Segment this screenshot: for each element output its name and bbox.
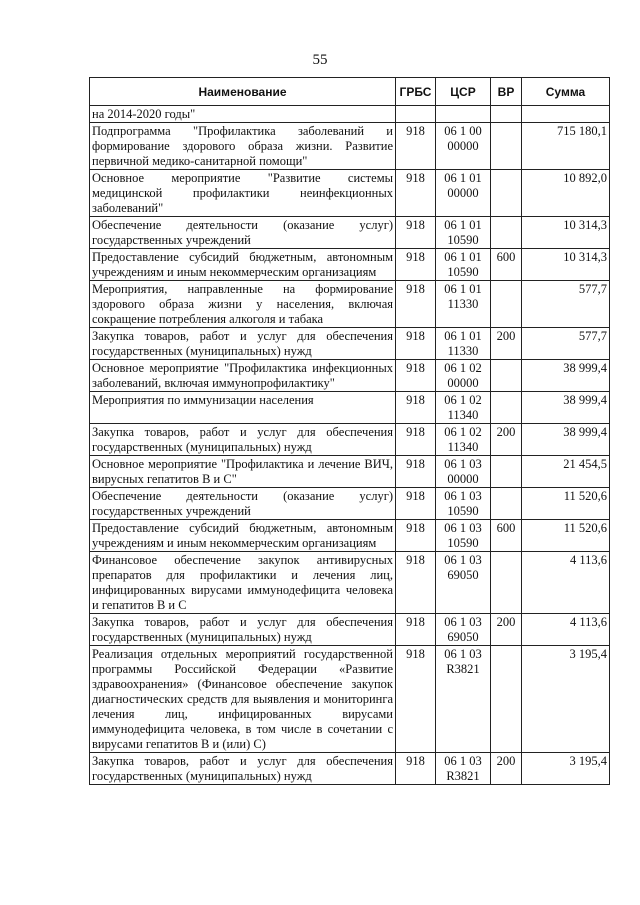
row-sum: 11 520,6: [522, 488, 610, 520]
row-grbs: 918: [396, 217, 436, 249]
row-name: Закупка товаров, работ и услуг для обеспечения государственных (муниципальных) нужд: [90, 424, 396, 456]
row-csr-program: 06 1 01: [444, 250, 482, 264]
row-grbs: 918: [396, 170, 436, 217]
row-csr-program: 06 1 02: [444, 425, 482, 439]
row-name: Мероприятия по иммунизации населения: [90, 392, 396, 424]
header-vr: ВР: [491, 78, 522, 106]
table-row: [90, 520, 610, 552]
row-sum: 11 520,6: [522, 520, 610, 552]
row-vr: 600: [491, 249, 522, 281]
row-name: Обеспечение деятельности (оказание услуг) государственных учреждений: [90, 488, 396, 520]
table-row: [90, 123, 610, 170]
row-csr-program: 06 1 03: [444, 553, 482, 567]
row-csr: [436, 456, 491, 488]
row-grbs: 918: [396, 753, 436, 785]
row-name: Обеспечение деятельности (оказание услуг) государственных учреждений: [90, 217, 396, 249]
row-csr-program: 06 1 03: [444, 647, 482, 661]
row-csr: [436, 488, 491, 520]
row-sum: 577,7: [522, 281, 610, 328]
table-row: [90, 614, 610, 646]
row-csr-direction: R3821: [446, 769, 480, 783]
table-row: [90, 424, 610, 456]
table-row: [90, 249, 610, 281]
row-csr: [436, 281, 491, 328]
row-csr-direction: 10590: [447, 233, 479, 247]
row-name: Предоставление субсидий бюджетным, автономным учреждениям и иным некоммерческим организациям: [90, 249, 396, 281]
row-csr: [436, 392, 491, 424]
row-sum: 3 195,4: [522, 646, 610, 753]
row-sum: 577,7: [522, 328, 610, 360]
row-name: Основное мероприятие "Профилактика инфекционных заболеваний, включая иммунопрофилактику": [90, 360, 396, 392]
row-csr-program: 06 1 03: [444, 754, 482, 768]
row-vr: [491, 170, 522, 217]
row-csr-direction: 00000: [447, 472, 479, 486]
row-csr-direction: 69050: [447, 568, 479, 582]
row-grbs: 918: [396, 360, 436, 392]
row-name: Закупка товаров, работ и услуг для обеспечения государственных (муниципальных) нужд: [90, 614, 396, 646]
row-grbs: 918: [396, 392, 436, 424]
row-csr-program: 06 1 00: [444, 124, 482, 138]
table-row: [90, 456, 610, 488]
row-csr: [436, 360, 491, 392]
page-number: 55: [312, 52, 328, 68]
table-row: [90, 281, 610, 328]
table-row: [90, 328, 610, 360]
row-csr-direction: 00000: [447, 186, 479, 200]
row-sum: 38 999,4: [522, 392, 610, 424]
table-row: [90, 753, 610, 785]
row-sum: 3 195,4: [522, 753, 610, 785]
row-vr: [491, 123, 522, 170]
row-csr-program: 06 1 01: [444, 282, 482, 296]
row-csr-direction: 11340: [447, 440, 479, 454]
row-sum: 4 113,6: [522, 552, 610, 614]
row-grbs: 918: [396, 646, 436, 753]
row-grbs: 918: [396, 520, 436, 552]
row-csr: [436, 646, 491, 753]
row-csr-direction: 11340: [447, 408, 479, 422]
row-sum: 10 314,3: [522, 249, 610, 281]
table-row: [90, 217, 610, 249]
row-vr: 200: [491, 614, 522, 646]
table-row: [90, 170, 610, 217]
row-csr: [436, 123, 491, 170]
row-csr: [436, 753, 491, 785]
row-vr: [491, 456, 522, 488]
row-vr: [491, 646, 522, 753]
row-sum: 10 314,3: [522, 217, 610, 249]
row-csr-program: 06 1 01: [444, 218, 482, 232]
row-sum: 38 999,4: [522, 424, 610, 456]
table-row: [90, 646, 610, 753]
row-sum: 715 180,1: [522, 123, 610, 170]
row-name: Закупка товаров, работ и услуг для обеспечения государственных (муниципальных) нужд: [90, 753, 396, 785]
row-grbs: 918: [396, 281, 436, 328]
row-name: Подпрограмма "Профилактика заболеваний и формирование здорового образа жизни. Развитие первичной медико-санитарной помощи": [90, 123, 396, 170]
row-grbs: 918: [396, 456, 436, 488]
row-vr: 600: [491, 520, 522, 552]
row-csr-direction: 00000: [447, 139, 479, 153]
row-csr-direction: R3821: [446, 662, 480, 676]
row-vr: [491, 217, 522, 249]
row-csr: [436, 424, 491, 456]
row-csr: [436, 614, 491, 646]
row-vr: [491, 488, 522, 520]
continuation-text: на 2014-2020 годы": [90, 106, 396, 123]
row-name: Основное мероприятие "Развитие системы медицинской профилактики неинфекционных заболеваний": [90, 170, 396, 217]
row-name: Реализация отдельных мероприятий государственной программы Российской Федерации «Развитие здравоохранения» (Финансовое обеспечение закупок диагностических средств для выявления и мониторинга лечения лиц, инфицированных вирусами иммунодефицита человека, в том числе в сочетании с вирусами гепатитов B и (или) C): [90, 646, 396, 753]
row-csr-direction: 69050: [447, 630, 479, 644]
row-csr-direction: 10590: [447, 265, 479, 279]
row-csr-direction: 11330: [447, 344, 479, 358]
table-row: [90, 392, 610, 424]
row-sum: 10 892,0: [522, 170, 610, 217]
table-row: [90, 360, 610, 392]
row-csr-program: 06 1 02: [444, 361, 482, 375]
header-grbs: ГРБС: [396, 78, 436, 106]
row-vr: [491, 281, 522, 328]
row-csr: [436, 520, 491, 552]
continuation-row: [90, 106, 610, 123]
header-csr: ЦСР: [436, 78, 491, 106]
budget-table: [89, 77, 610, 785]
row-name: Предоставление субсидий бюджетным, автономным учреждениям и иным некоммерческим организациям: [90, 520, 396, 552]
row-name: Мероприятия, направленные на формирование здорового образа жизни у населения, включая сокращение потребления алкоголя и табака: [90, 281, 396, 328]
row-vr: 200: [491, 328, 522, 360]
row-csr-program: 06 1 03: [444, 489, 482, 503]
header-sum: Сумма: [522, 78, 610, 106]
row-sum: 38 999,4: [522, 360, 610, 392]
row-csr-direction: 00000: [447, 376, 479, 390]
row-csr-direction: 10590: [447, 504, 479, 518]
row-vr: [491, 360, 522, 392]
row-grbs: 918: [396, 488, 436, 520]
row-grbs: 918: [396, 328, 436, 360]
row-sum: 4 113,6: [522, 614, 610, 646]
row-vr: 200: [491, 424, 522, 456]
row-csr-program: 06 1 01: [444, 329, 482, 343]
row-grbs: 918: [396, 614, 436, 646]
row-csr-direction: 11330: [447, 297, 479, 311]
row-csr: [436, 249, 491, 281]
row-csr-program: 06 1 03: [444, 615, 482, 629]
row-sum: 21 454,5: [522, 456, 610, 488]
row-vr: 200: [491, 753, 522, 785]
row-vr: [491, 552, 522, 614]
row-csr-program: 06 1 03: [444, 521, 482, 535]
row-csr-program: 06 1 01: [444, 171, 482, 185]
row-grbs: 918: [396, 123, 436, 170]
row-vr: [491, 392, 522, 424]
row-grbs: 918: [396, 249, 436, 281]
row-csr-direction: 10590: [447, 536, 479, 550]
row-grbs: 918: [396, 552, 436, 614]
row-csr: [436, 217, 491, 249]
row-name: Финансовое обеспечение закупок антивирусных препаратов для профилактики и лечения лиц, инфицированных вирусами иммунодефицита человека и гепатитов B и C: [90, 552, 396, 614]
row-csr: [436, 552, 491, 614]
table-row: [90, 552, 610, 614]
row-grbs: 918: [396, 424, 436, 456]
table-header-row: [90, 78, 610, 106]
table-row: [90, 488, 610, 520]
row-csr: [436, 328, 491, 360]
row-name: Закупка товаров, работ и услуг для обеспечения государственных (муниципальных) нужд: [90, 328, 396, 360]
row-name: Основное мероприятие "Профилактика и лечение ВИЧ, вирусных гепатитов B и C": [90, 456, 396, 488]
row-csr: [436, 170, 491, 217]
header-name: Наименование: [90, 78, 396, 106]
row-csr-program: 06 1 03: [444, 457, 482, 471]
row-csr-program: 06 1 02: [444, 393, 482, 407]
